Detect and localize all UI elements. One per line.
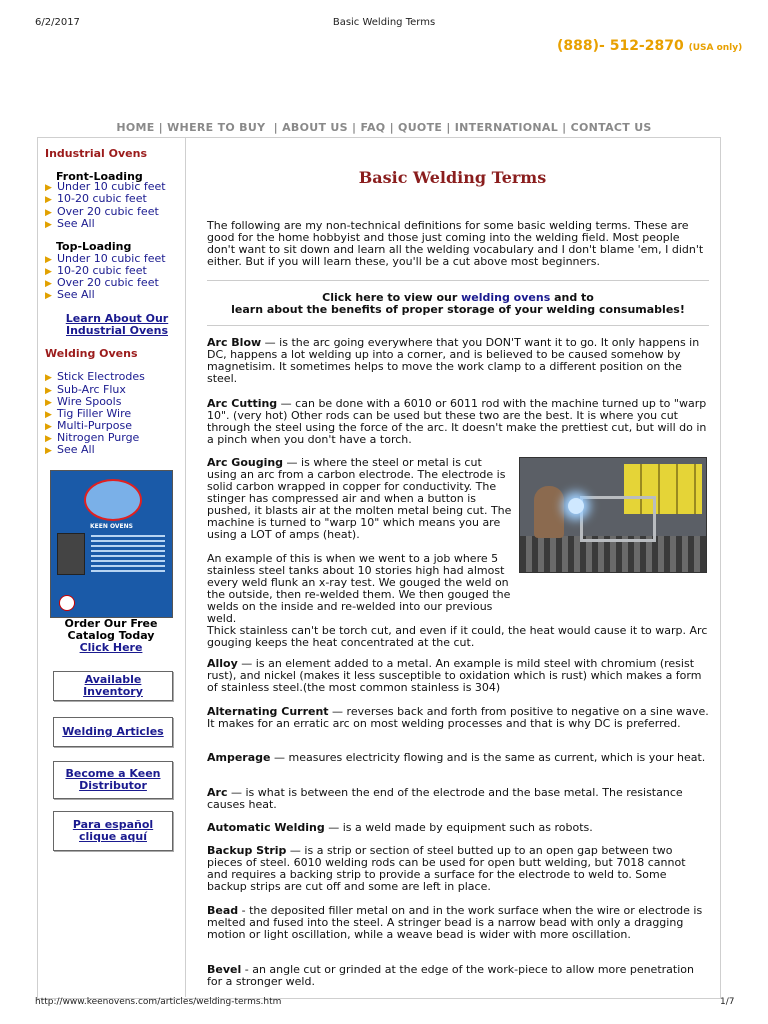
term-paragraph [207, 457, 513, 541]
sidebar-welding-heading: Welding Ovens [45, 347, 138, 360]
print-title: Basic Welding Terms [332, 17, 436, 28]
sidebar-link-label: 10-20 cubic feet [57, 264, 147, 277]
sidebar-link-label: Sub-Arc Flux [57, 383, 126, 396]
learn-industrial-link[interactable]: Learn About Our Industrial Ovens [65, 312, 169, 337]
nav-where-to-buy[interactable]: WHERE TO BUY [167, 121, 266, 134]
divider [207, 280, 709, 281]
oven-icon [57, 533, 85, 575]
term-definition: — is what is between the end of the electrode and the base metal. The resistance causes heat. [207, 786, 683, 811]
welding-articles-button[interactable]: Welding Articles [53, 717, 173, 747]
sidebar-top-loading: Top-Loading [56, 240, 132, 253]
term-name: Alternating Current [207, 705, 329, 718]
term-name: Bevel [207, 963, 242, 976]
arrow-icon: ▶ [45, 267, 52, 277]
welder-figure [534, 486, 564, 538]
term-paragraph [207, 787, 709, 811]
sidebar-link-label: See All [57, 443, 95, 456]
term-paragraph [207, 845, 709, 893]
term-paragraph [207, 964, 709, 988]
arrow-icon: ▶ [45, 291, 52, 301]
arrow-icon: ▶ [45, 183, 52, 193]
term-name: Amperage [207, 751, 271, 764]
sidebar-link-label: Stick Electrodes [57, 370, 145, 383]
term-paragraph [207, 905, 709, 941]
arrow-icon: ▶ [45, 446, 52, 456]
top-nav: HOME | WHERE TO BUY | ABOUT US | FAQ | QUOTE | INTERNATIONAL | CONTACT US [116, 121, 652, 134]
arc-glow [568, 498, 584, 514]
nav-quote[interactable]: QUOTE [398, 121, 443, 134]
sidebar-link-label: Over 20 cubic feet [57, 276, 159, 289]
seal-icon [59, 595, 75, 611]
keen-logo-icon [84, 479, 142, 521]
cta-after: and to [554, 291, 594, 304]
arrow-icon: ▶ [45, 208, 52, 218]
sidebar-industrial-heading: Industrial Ovens [45, 147, 148, 160]
term-definition: An example of this is when we went to a job where 5 stainless steel tanks about 10 stories high had almost every weld flunk an x-ray test. We gouged the weld on the outside, then re-welded them. We then gouged the welds on the inside and re-welded into our previous weld. [207, 552, 511, 625]
arrow-icon: ▶ [45, 220, 52, 230]
term-definition: — measures electricity flowing and is the same as current, which is your heat. [270, 751, 706, 764]
term-definition: — is an element added to a metal. An example is mild steel with chromium (resist rust), and nickel (makes it less susceptible to oxidation which is rust) which makes a form of stainless steel.(the most common stainless is 304) [207, 657, 702, 694]
term-definition: - the deposited filler metal on and in the work surface when the wire or electrode is melted and fused into the steel. A stringer bead is a narrow bead with only a dragging motion or light oscillation, while a weave bead is wider with more oscillation. [207, 904, 703, 941]
sidebar-link-label: Multi-Purpose [57, 419, 133, 432]
term-name: Bead [207, 904, 239, 917]
catalog-line-1: Order Our Free [64, 617, 158, 630]
sidebar-front-item[interactable] [45, 218, 95, 230]
arrow-icon: ▶ [45, 195, 52, 205]
term-paragraph [207, 398, 709, 446]
catalog-brand: KEEN OVENS [90, 523, 133, 530]
sidebar-top-item[interactable] [45, 289, 95, 301]
available-inventory-button[interactable]: Available Inventory [53, 671, 173, 701]
term-paragraph [207, 337, 709, 385]
sidebar-link-label: Wire Spools [57, 395, 122, 408]
page-title: Basic Welding Terms [358, 168, 547, 187]
sidebar-front-loading: Front-Loading [56, 170, 143, 183]
term-definition: — is a strip or section of steel butted up to an open gap between two pieces of steel. 6010 welding rods can be used for open butt welding, but 7018 cannot and requires a backing strip to provide a surface for the electrode to weld to. Some backup strips are cut off and some are left in place. [207, 844, 686, 893]
phone-number[interactable] [557, 38, 742, 54]
footer-page-number: 1/7 [720, 997, 735, 1007]
term-definition: — can be done with a 6010 or 6011 rod with the machine turned up to "warp 10". (very hot) Other rods can be used but these two are the best. It is where you cut through the steel using the force of the arc. It doesn't make the prettiest cut, but will do in a pinch when you don't have a torch. [207, 397, 707, 446]
nav-about-us[interactable]: ABOUT US [282, 121, 348, 134]
arrow-icon: ▶ [45, 386, 52, 396]
nav-contact-us[interactable]: CONTACT US [570, 121, 652, 134]
welder-photo [519, 457, 707, 573]
cta-line-2: learn about the benefits of proper storage of your welding consumables! [231, 303, 685, 316]
phone-note: (USA only) [688, 43, 743, 53]
term-definition: — is a weld made by equipment such as robots. [324, 821, 593, 834]
term-definition: - an angle cut or grinded at the edge of the work-piece to allow more penetration for a stronger weld. [207, 963, 694, 988]
sidebar-link-label: Over 20 cubic feet [57, 205, 159, 218]
term-definition: — reverses back and forth from positive to negative on a sine wave. It makes for an erratic arc on most welding processes and that is why DC is preferred. [207, 705, 709, 730]
sidebar-welding-item[interactable] [45, 371, 145, 383]
sidebar-link-label: Nitrogen Purge [57, 431, 140, 444]
term-paragraph [207, 658, 709, 694]
sidebar-link-label: Under 10 cubic feet [57, 180, 166, 193]
nav-home[interactable]: HOME [116, 121, 155, 134]
term-definition: — is where the steel or metal is cut using an arc from a carbon electrode. The electrode is solid carbon wrapped in copper for conductivity. The stinger has compressed air and when a button is pushed, it blasts air at the molten metal being cut. The machine is turned to "warp 10" which means you are using a LOT of amps (heat). [207, 456, 512, 541]
print-date: 6/2/2017 [35, 17, 80, 28]
arrow-icon: ▶ [45, 410, 52, 420]
term-paragraph [207, 752, 709, 764]
catalog-cover-image[interactable] [50, 470, 173, 618]
sidebar-front-item[interactable] [45, 193, 147, 205]
nav-international[interactable]: INTERNATIONAL [454, 121, 559, 134]
sidebar [37, 137, 186, 997]
cta-before: Click here to view our [322, 291, 458, 304]
term-name: Arc Blow [207, 336, 262, 349]
arrow-icon: ▶ [45, 279, 52, 289]
term-name: Automatic Welding [207, 821, 325, 834]
term-name: Arc Cutting [207, 397, 278, 410]
become-distributor-button[interactable]: Become a Keen Distributor [53, 761, 173, 799]
arrow-icon: ▶ [45, 434, 52, 444]
term-paragraph [207, 822, 709, 834]
sidebar-link-label: See All [57, 217, 95, 230]
sidebar-link-label: Tig Filler Wire [57, 407, 132, 420]
catalog-line-2: Catalog Today [67, 629, 155, 642]
steel-frame [580, 496, 656, 542]
phone-text: (888)- 512-2870 [557, 38, 684, 54]
term-name: Backup Strip [207, 844, 287, 857]
sidebar-welding-item[interactable] [45, 444, 95, 456]
sidebar-link-label: 10-20 cubic feet [57, 192, 147, 205]
term-name: Arc [207, 786, 228, 799]
intro-paragraph: The following are my non-technical definitions for some basic welding terms. These are good for the home hobbyist and those just coming into the welding field. Most people don't want to sit down and learn all the welding vocabulary and I don't blame 'em, I didn't either. But if you will learn these, you'll be a cut above most beginners. [207, 219, 704, 268]
catalog-click-here[interactable]: Click Here [79, 641, 143, 654]
arrow-icon: ▶ [45, 422, 52, 432]
spanish-button[interactable]: Para español clique aquí [53, 811, 173, 851]
term-definition: Thick stainless can't be torch cut, and even if it could, the heat would cause it to warp. Arc gouging keeps the heat concentrated at the cut. [207, 624, 708, 649]
arrow-icon: ▶ [45, 373, 52, 383]
term-paragraph [207, 706, 709, 730]
arrow-icon: ▶ [45, 255, 52, 265]
term-paragraph [207, 625, 709, 649]
arrow-icon: ▶ [45, 398, 52, 408]
catalog-text-lines [91, 535, 165, 575]
nav-faq[interactable]: FAQ [360, 121, 386, 134]
welding-ovens-link[interactable]: welding ovens [461, 291, 551, 304]
sidebar-link-label: Under 10 cubic feet [57, 252, 166, 265]
footer-url: http://www.keenovens.com/articles/welding-terms.htm [35, 997, 282, 1007]
divider [207, 325, 709, 326]
sidebar-link-label: See All [57, 288, 95, 301]
term-name: Arc Gouging [207, 456, 284, 469]
term-definition: — is the arc going everywhere that you DON'T want it to go. It only happens in DC, happens a lot welding up into a corner, and is believed to be caused somehow by magnetisim. It sometimes helps to move the work clamp to a different position on the steel. [207, 336, 700, 385]
term-name: Alloy [207, 657, 238, 670]
